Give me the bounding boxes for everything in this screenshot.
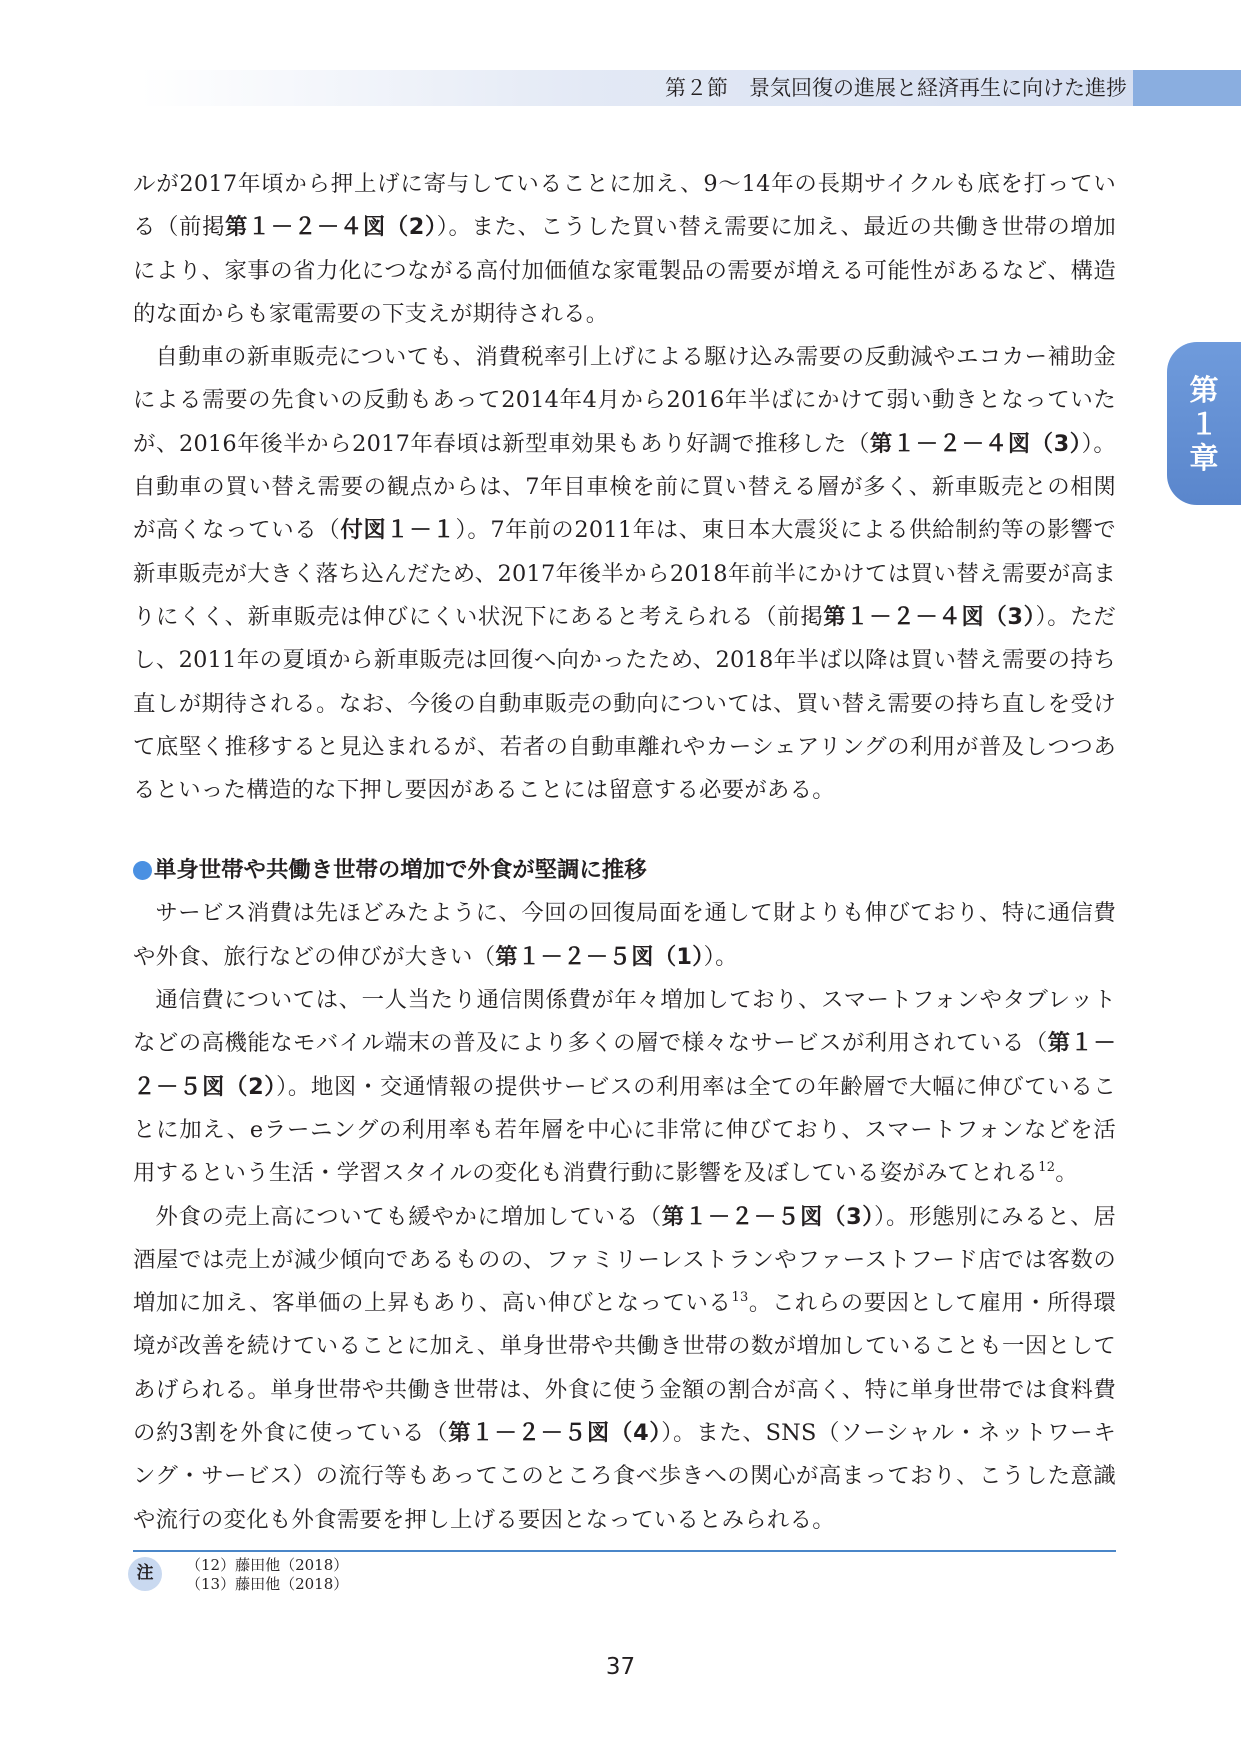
footnotes: [186, 1556, 348, 1594]
paragraph-3: [133, 892, 1116, 979]
text-run: 通信費については、一人当たり通信関係費が年々増加しており、スマートフォンやタブレットなどの高機能なモバイル端末の普及により多くの層で様々なサービスが利用されている（: [133, 987, 1116, 1057]
text-run: 。: [1055, 1160, 1078, 1187]
figure-reference: 第１－２－５図（4）: [448, 1420, 662, 1447]
figure-reference: 第１－２－５図（3）: [661, 1203, 875, 1230]
text-run: ）。自動車の買い替え需要の観点からは、7年目車検を前に買い替える層が多く、新車販売との相関が高くなっている（: [133, 430, 1116, 544]
chapter-tab-char: 第: [1189, 372, 1219, 407]
paragraph-5: [133, 1196, 1116, 1542]
page-number: 37: [605, 1654, 636, 1680]
text-run: ルが2017年頃から押上げに寄与していることに加え、9～14年の長期サイクルも底を打っている（前掲: [133, 171, 1116, 241]
figure-reference: 第１－２－４図（3）: [823, 603, 1036, 630]
chapter-tab: [1167, 342, 1241, 505]
footnote-marker: 12: [1038, 1160, 1056, 1176]
text-run: ）。7年前の2011年は、東日本大震災による供給制約等の影響で新車販売が大きく落ち込んだため、2017年後半から2018年前半にかけては買い替え需要が高まりにくく、新車販売は伸びにくい状況下にあると考えられる（前掲: [133, 517, 1117, 630]
text-run: 外食の売上高についても緩やかに増加している（: [155, 1203, 662, 1230]
footnote-item: （13）藤田他（2018）: [186, 1575, 349, 1593]
text-run: ）。形態別にみると、居酒屋では売上が減少傾向であるものの、ファミリーレストランやファーストフード店では客数の増加に加え、客単価の上昇もあり、高い伸びとなっている: [133, 1203, 1116, 1317]
footnote-marker: 13: [731, 1290, 749, 1306]
text-run: ）。また、SNS（ソーシャル・ネットワーキング・サービス）の流行等もあってこのところ食べ歩きへの関心が高まっており、こうした意識や流行の変化も外食需要を押し上げる要因となっているとみられる。: [133, 1420, 1116, 1533]
chapter-tab-number: １: [1189, 406, 1219, 441]
section-heading: [133, 849, 1116, 892]
main-text: [133, 163, 1116, 1542]
text-run: ）。また、こうした買い替え需要に加え、最近の共働き世帯の増加により、家事の省力化につながる高付加価値な家電製品の需要が増える可能性があるなど、構造的な面からも家電需要の下支えが期待される。: [133, 214, 1116, 327]
section-heading-text: 単身世帯や共働き世帯の増加で外食が堅調に推移: [154, 857, 647, 884]
text-run: サービス消費は先ほどみたように、今回の回復局面を通して財よりも伸びており、特に通信費や外食、旅行などの伸びが大きい（: [133, 900, 1116, 970]
paragraph-2: [133, 336, 1116, 812]
footnote-item: （12）藤田他（2018）: [186, 1556, 349, 1574]
footnote-divider: [133, 1550, 1116, 1552]
bullet-icon: [133, 861, 152, 880]
chapter-tab-char: 章: [1189, 440, 1219, 475]
text-run: 自動車の新車販売についても、消費税率引上げによる駆け込み需要の反動減やエコカー補助金による需要の先食いの反動もあって2014年4月から2016年半ばにかけて弱い動きとなっていたが、2016年後半から2017年春頃は新型車効果もあり好調で推移した（: [133, 344, 1116, 457]
note-badge: 注: [128, 1557, 162, 1591]
text-run: ）。ただし、2011年の夏頃から新車販売は回復へ向かったため、2018年半ば以降は買い替え需要の持ち直しが期待される。なお、今後の自動車販売の動向については、買い替え需要の持ち直しを受けて底堅く推移すると見込まれるが、若者の自動車離れやカーシェアリングの利用が普及しつつあるといった構造的な下押し要因があることには留意する必要がある。: [133, 603, 1116, 804]
paragraph-1: [133, 163, 1116, 336]
figure-reference: 第１－２－５図（1）: [495, 943, 704, 970]
text-run: ）。地図・交通情報の提供サービスの利用率は全ての年齢層で大幅に伸びていることに加え、eラーニングの利用率も若年層を中心に非常に伸びており、スマートフォンなどを活用するという生活・学習スタイルの変化も消費行動に影響を及ぼしている姿がみてとれる: [133, 1073, 1116, 1187]
paragraph-4: [133, 979, 1116, 1195]
text-run: ）。: [703, 943, 738, 970]
running-header-title: 第２節 景気回復の進展と経済再生に向けた進捗: [665, 76, 1127, 100]
figure-reference: 付図１－１: [340, 517, 456, 544]
figure-reference: 第１－２－４図（3）: [869, 430, 1082, 457]
text-run: 。これらの要因として雇用・所得環境が改善を続けていることに加え、単身世帯や共働き世帯の数が増加していることも一因としてあげられる。単身世帯や共働き世帯は、外食に使う金額の割合が高く、特に単身世帯では食料費の約3割を外食に使っている（: [133, 1290, 1117, 1447]
figure-reference: 第１－２－４図（2）: [224, 214, 437, 241]
figure-reference: 第１－２－５図（2）: [133, 1030, 1117, 1100]
header-accent-block: [1133, 70, 1241, 106]
